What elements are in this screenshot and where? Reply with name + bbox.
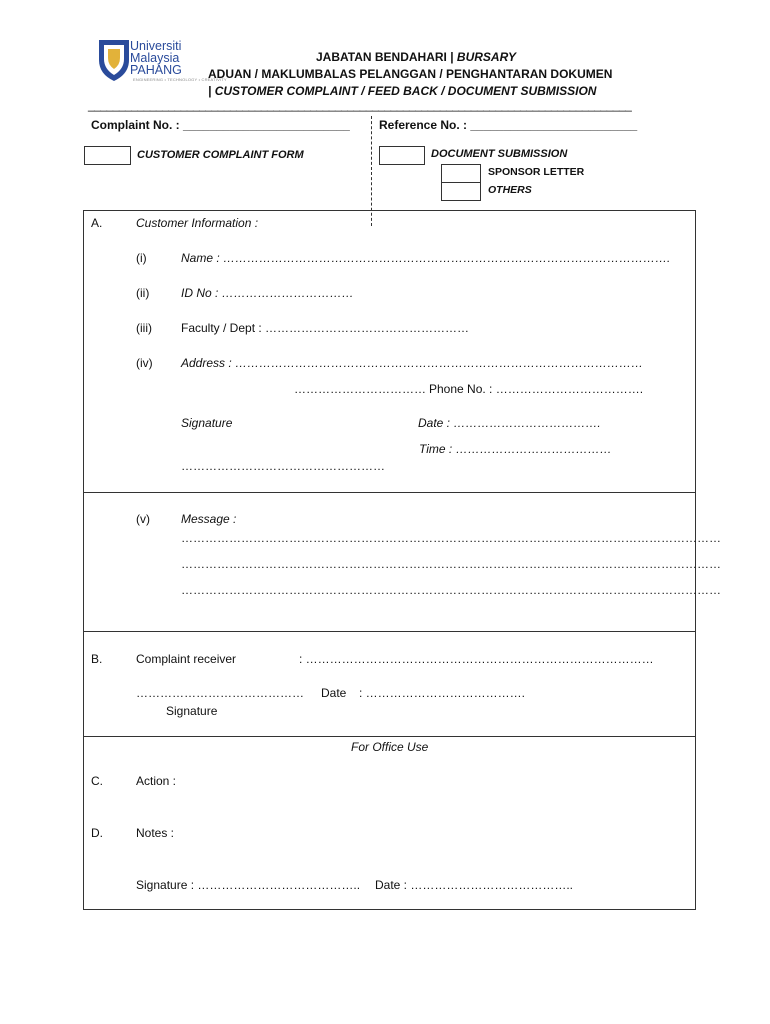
complaint-receiver-label: Complaint receiver [136,652,237,666]
receiver-signature-label: Signature [166,704,218,718]
sponsor-letter-label: SPONSOR LETTER [488,166,585,178]
section-b-letter: B. [91,652,103,666]
customer-information-title: Customer Information : [136,216,259,230]
section-d-letter: D. [91,826,103,840]
header-line-2: ADUAN / MAKLUMBALAS PELANGGAN / PENGHANTARAN DOKUMEN [208,67,613,81]
signature-label: Signature [181,416,233,430]
notes-label: Notes : [136,826,175,840]
receiver-date-field[interactable]: : …………………………………. [359,686,526,700]
name-field[interactable]: Name : …………………………………………………………………………………………………. [181,251,671,265]
address-continuation-field[interactable]: …………………………… [294,382,426,396]
logo-line-2: Malaysia [130,51,180,65]
document-submission-checkbox[interactable] [379,146,425,165]
address-field[interactable]: Address : ………………………………………………………………………………………… [181,356,644,370]
document-submission-label: DOCUMENT SUBMISSION [431,148,568,160]
others-checkbox[interactable] [441,182,481,201]
message-line-1[interactable]: ……………………………………………………………………………………………………………………… [181,531,721,545]
sponsor-letter-checkbox[interactable] [441,164,481,183]
others-label: OTHERS [488,184,532,196]
complaint-receiver-field[interactable]: : …………………………………………………………………………… [299,652,654,666]
message-label: Message : [181,512,237,526]
logo-line-1: Universiti [130,39,182,53]
id-no-field[interactable]: ID No : …………………………… [181,286,354,300]
header-rule: ________________________________________________________________________________________ [88,98,632,112]
divider-office-use [83,736,696,737]
signature-line[interactable]: …………………………………………… [181,459,385,473]
item-i: (i) [136,251,147,265]
faculty-field[interactable]: Faculty / Dept : …………………………………………… [181,321,470,335]
item-iii: (iii) [136,321,152,335]
section-a-letter: A. [91,216,103,230]
logo-line-3: PAHANG [130,63,182,77]
item-iv: (iv) [136,356,153,370]
divider-section-b [83,631,696,632]
header-line-3: | CUSTOMER COMPLAINT / FEED BACK / DOCUMENT SUBMISSION [208,84,597,98]
office-date-field[interactable]: Date : ………………………………….. [375,878,574,892]
action-label: Action : [136,774,177,788]
message-line-2[interactable]: ……………………………………………………………………………………………………………………… [181,557,721,571]
receiver-date-label: Date [321,686,347,700]
section-c-letter: C. [91,774,103,788]
logo-wordmark [130,40,182,76]
receiver-signature-line[interactable]: …………………………………… [136,686,304,700]
item-ii: (ii) [136,286,150,300]
office-signature-field[interactable]: Signature : ………………………………….. [136,878,361,892]
customer-complaint-form-label: CUSTOMER COMPLAINT FORM [137,149,304,161]
header-bursary: BURSARY [456,50,517,64]
phone-no-field[interactable]: Phone No. : ………………………………. [429,382,644,396]
time-field[interactable]: Time : ………………………………… [419,442,612,456]
reference-no-field[interactable]: Reference No. : _________________________ [379,118,638,132]
message-line-3[interactable]: ……………………………………………………………………………………………………………………… [181,583,721,597]
crest-icon [97,38,131,82]
office-use-title: For Office Use [351,740,429,754]
item-v: (v) [136,512,150,526]
logo-tagline: ENGINEERING • TECHNOLOGY • CREATIVITY [133,77,227,82]
header-line-1 [316,50,516,64]
date-field[interactable]: Date : ………………………………. [418,416,601,430]
header-bendahari: JABATAN BENDAHARI | [316,50,457,64]
complaint-no-field[interactable]: Complaint No. : _________________________ [91,118,350,132]
divider-message [83,492,696,493]
customer-complaint-checkbox[interactable] [84,146,131,165]
